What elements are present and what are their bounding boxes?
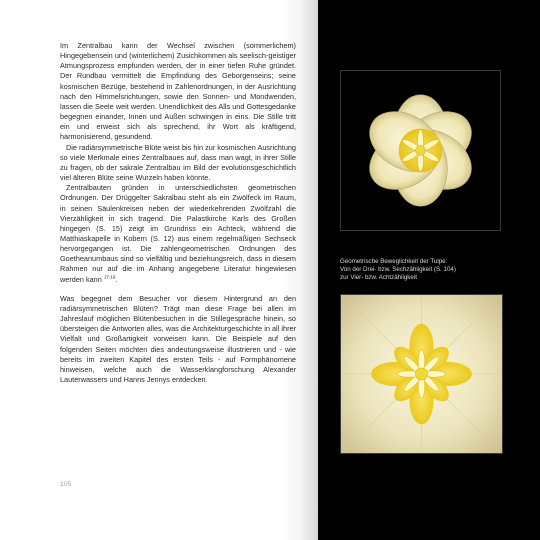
caption-line-1: Geometrische Beweglichkeit der Tulpe:: [340, 258, 448, 265]
caption-line-2: Von der Drei- bzw. Sechzähligkeit (S. 104): [340, 266, 456, 274]
tulip-eight-petal-image: [341, 295, 502, 453]
caption-line-3: zur Vier- bzw. Achtzähligkeit: [340, 274, 417, 282]
paragraph-3-text: Zentralbauten gründen in unterschiedlichsten geometrischen Ordnungen. Der Drüggelter Sakralbau steht als ein Zwölfeck im Raum, in seinen Säulenkreisen neben der wiederkehrenden Zwölfzahl die Vierzähligkeit in sich tragend. Die Palastkirche Karls des Großen hingegen (S. 15) zeigt im Grundriss ein Achteck, während die Matthiaskapelle in Kobern (S. 12) aus einem regelmäßigen Sechseck hervorgegangen ist. Die zahlengeometrischen Ordnungen des Goetheanumbaus sind so vielfältig und beziehungsreich, dass in diesem Rahmen nur auf die im Anhang angegebene Literatur hingewiesen werden kann: [60, 183, 296, 284]
figure-caption: [340, 258, 510, 282]
book-gutter-shadow: [300, 0, 320, 540]
tulip-photo-top: [340, 70, 501, 231]
paragraph-4: Was begegnet dem Besucher vor diesem Hintergrund an den radiärsymmetrischen Blüten? Trägt man diese Frage bei allen im Jahreslauf möglichen Blütenbesuchen in die Stillegespräche hinein, so übersteigen die Antworten alles, was die Architekturgeschichte in all ihrer Vielfalt und Großartigkeit vorweisen kann. Die Beispiele auf den folgenden Seiten möchten dies andeutungsweise illustrieren und - wie bereits im zweiten Kapitel des ersten Teils - auf Formphänomene hinweisen, welche auch die Wasserklangforschung Alexander Lauterwassers und Hanns Jennys entdecken.: [60, 293, 296, 384]
paragraph-2: Die radiärsymmetrische Blüte weist bis hin zur kosmischen Ausrichtung so viele Merkmale eines Zentralbaues auf, dass man wagt, in ihrer Stille zu fragen, ob der sakrale Zentralbau im Bild der evolutionsgeschichtlich viel älteren Blüte seine Wurzeln haben könnte.: [60, 142, 296, 183]
tulip-photo-bottom: [340, 294, 503, 454]
body-text: [60, 41, 296, 385]
page-number: 105: [60, 481, 72, 488]
paragraph-1: Im Zentralbau kann der Wechsel zwischen (sommerlichem) Hingegebensein und (winterlichem) Zusichkommen als seelisch-geistiger Atmungsprozess empfunden werden, der in einer tiefen Ruhe gründet. Der Rundbau vermittelt die Empfindung des Geborgenseins; seine kosmischen Bezüge, bestehend in Zahlenordnungen, in der Ausrichtung nach den Himmelsrichtungen, sowie den Sonnen- und Mondwenden, lassen die Seele weit werden. Unendlichkeit des Alls und Gottesgedanke begegnen einander, Innen und Außen schwingen in eins. Die Stille tritt ein und erweist sich als sprechend, ihr Wort als kräftigend, harmonisierend, gesundend.: [60, 41, 296, 142]
paragraph-3: Zentralbauten gründen in unterschiedlichsten geometrischen Ordnungen. Der Drüggelter Sakralbau steht als ein Zwölfeck im Raum, in seinen Säulenkreisen neben der wiederkehrenden Zwölfzahl die Vierzähligkeit in sich tragend. Die Palastkirche Karls des Großen hingegen (S. 15) zeigt im Grundriss ein Achteck, während die Matthiaskapelle in Kobern (S. 12) aus einem regelmäßigen Sechseck hervorgegangen ist. Die zahlengeometrischen Ordnungen des Goetheanumbaus sind so vielfältig und beziehungsreich, dass in diesem Rahmen nur auf die im Anhang angegebene Literatur hingewiesen werden kann $^{17-19}$.: [60, 183, 296, 284]
tulip-six-petal-image: [341, 71, 500, 230]
footnote-reference: 17-19: [103, 274, 116, 280]
